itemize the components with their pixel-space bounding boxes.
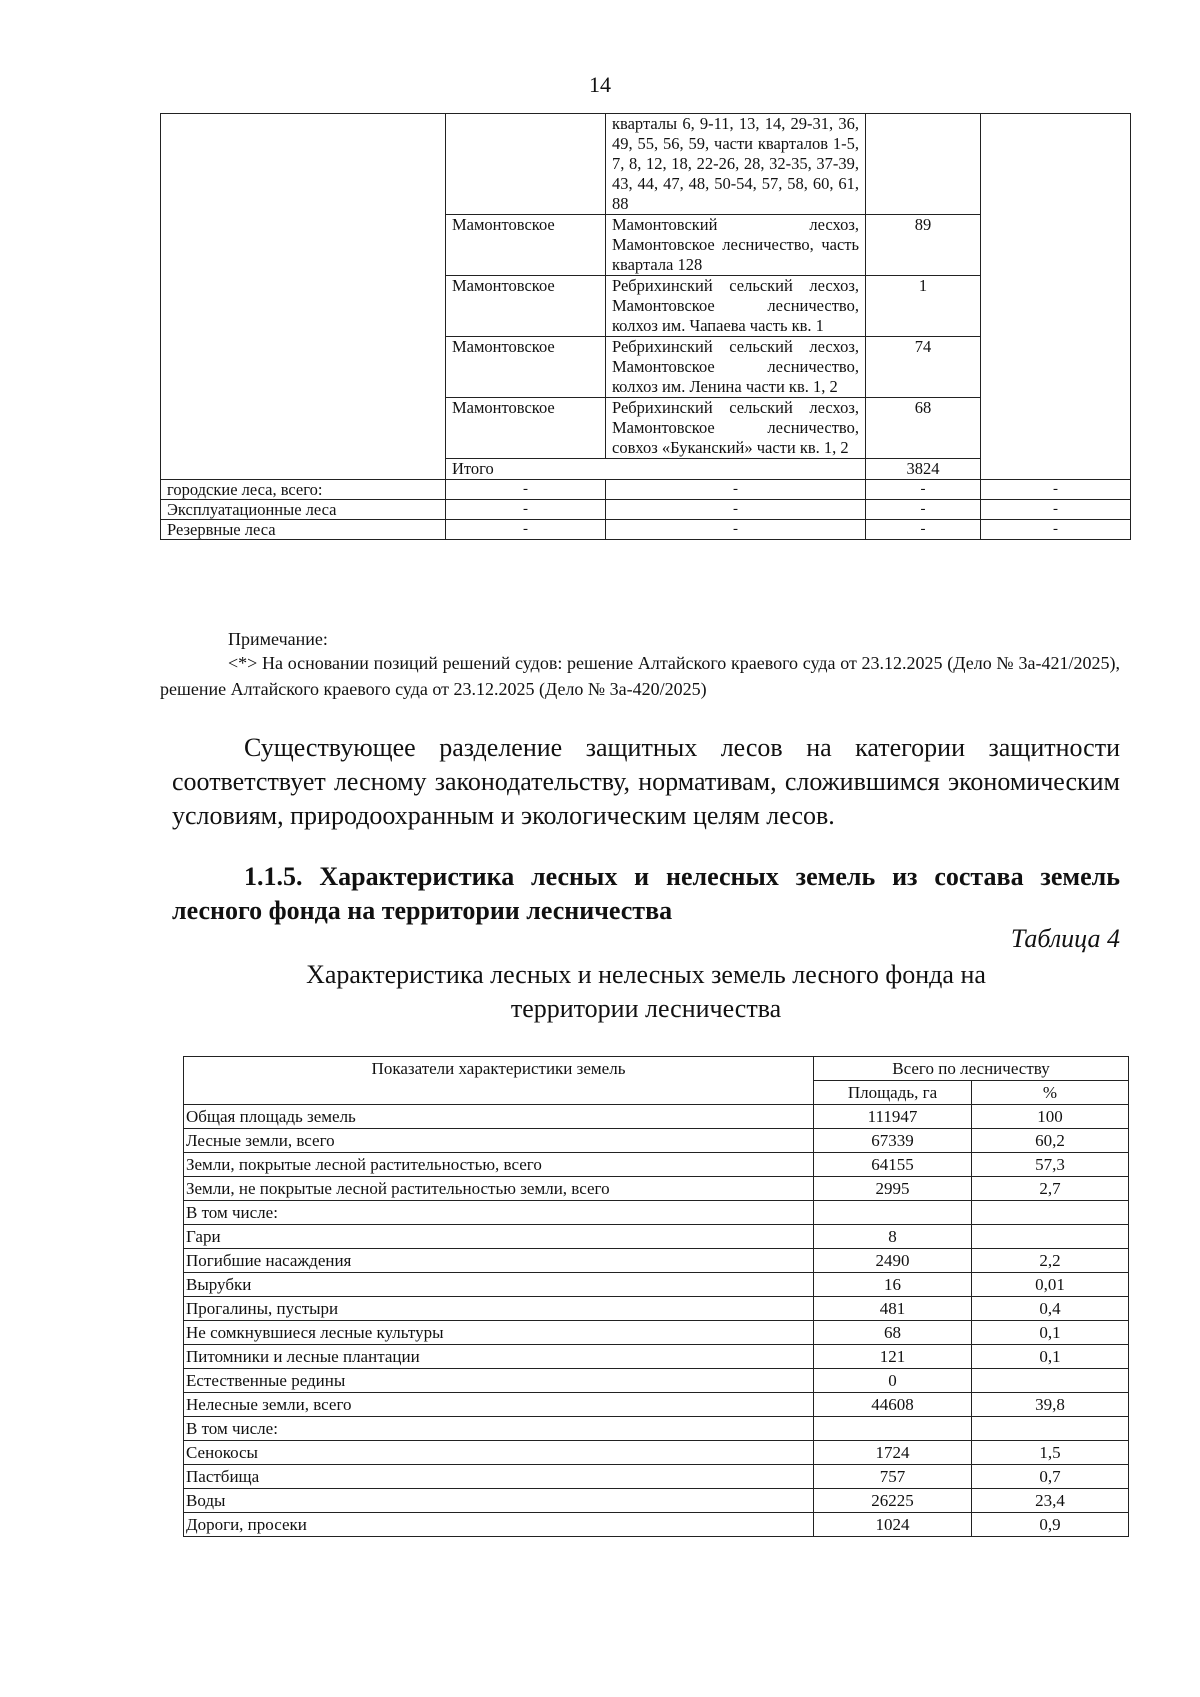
indicator-cell: Погибшие насаждения: [184, 1249, 814, 1273]
district-cell: Мамонтовское: [446, 215, 606, 276]
percent-cell: [972, 1417, 1129, 1441]
table-row: [184, 1513, 1129, 1537]
table-row: [184, 1249, 1129, 1273]
percent-cell: [972, 1225, 1129, 1249]
area-cell: 2490: [814, 1249, 972, 1273]
area-cell: 1: [866, 276, 981, 337]
table-cell: -: [446, 480, 606, 500]
table-cell: -: [866, 500, 981, 520]
total-label: Итого: [446, 459, 866, 480]
table-cell: -: [446, 500, 606, 520]
section-heading: 1.1.5. Характеристика лесных и нелесных земель из состава земель лесного фонда на территории лесничества: [172, 862, 1120, 925]
table-row: [184, 1153, 1129, 1177]
district-cell: Мамонтовское: [446, 398, 606, 459]
table-row: [184, 1273, 1129, 1297]
table-row: [184, 1393, 1129, 1417]
indicator-cell: Земли, не покрытые лесной растительностью земли, всего: [184, 1177, 814, 1201]
land-characteristics-table: [183, 1056, 1129, 1537]
table-row: [184, 1417, 1129, 1441]
area-cell: 16: [814, 1273, 972, 1297]
area-cell: [814, 1417, 972, 1441]
table-title: [172, 958, 1120, 1026]
indicator-cell: Естественные редины: [184, 1369, 814, 1393]
area-cell: 2995: [814, 1177, 972, 1201]
table-cell: -: [981, 520, 1131, 540]
percent-cell: 0,7: [972, 1465, 1129, 1489]
table-row: [184, 1345, 1129, 1369]
category-name: Резервные леса: [161, 520, 446, 540]
area-cell: [866, 114, 981, 215]
table-row: [184, 1129, 1129, 1153]
note-title: Примечание:: [228, 629, 328, 649]
table-row: [184, 1369, 1129, 1393]
percent-cell: [972, 1201, 1129, 1225]
indicator-cell: Земли, покрытые лесной растительностью, всего: [184, 1153, 814, 1177]
table-row: [161, 520, 1131, 540]
indicator-cell: Не сомкнувшиеся лесные культуры: [184, 1321, 814, 1345]
district-cell: Мамонтовское: [446, 337, 606, 398]
note-text: <*> На основании позиций решений судов: решение Алтайского краевого суда от 23.12.2025 (Дело № 3а-421/2025), решение Алтайского краевого суда от 23.12.2025 (Дело № 3а-420/2025): [160, 653, 1120, 699]
area-cell: 111947: [814, 1105, 972, 1129]
indicator-cell: В том числе:: [184, 1201, 814, 1225]
percent-cell: 2,7: [972, 1177, 1129, 1201]
percent-cell: [972, 1369, 1129, 1393]
area-cell: 0: [814, 1369, 972, 1393]
district-cell: [446, 114, 606, 215]
table-cell: [981, 114, 1131, 480]
area-cell: 89: [866, 215, 981, 276]
table-row: [161, 500, 1131, 520]
column-header-group: Всего по лесничеству: [814, 1057, 1129, 1081]
table-title-line: Характеристика лесных и нелесных земель лесного фонда на: [306, 960, 986, 989]
location-cell: Ребрихинский сельский лесхоз, Мамонтовское лесничество, совхоз «Буканский» части кв. 1, 2: [606, 398, 866, 459]
table-row: [184, 1297, 1129, 1321]
area-cell: 121: [814, 1345, 972, 1369]
page-number: 14: [589, 72, 611, 97]
category-name: городские леса, всего:: [161, 480, 446, 500]
area-cell: 68: [814, 1321, 972, 1345]
district-cell: Мамонтовское: [446, 276, 606, 337]
indicator-cell: Общая площадь земель: [184, 1105, 814, 1129]
indicator-cell: Воды: [184, 1489, 814, 1513]
table-cell: -: [981, 480, 1131, 500]
area-cell: 1024: [814, 1513, 972, 1537]
area-cell: 67339: [814, 1129, 972, 1153]
indicator-cell: Гари: [184, 1225, 814, 1249]
table-row: [184, 1201, 1129, 1225]
area-cell: 64155: [814, 1153, 972, 1177]
body-paragraph: Существующее разделение защитных лесов на категории защитности соответствует лесному законодательству, нормативам, сложившимся экономическим условиям, природоохранным и экологическим целям лесов.: [172, 733, 1120, 830]
table-row: [161, 114, 1131, 215]
percent-cell: 60,2: [972, 1129, 1129, 1153]
table-header-row: [184, 1057, 1129, 1081]
percent-cell: 0,1: [972, 1345, 1129, 1369]
table-row: [161, 480, 1131, 500]
indicator-cell: В том числе:: [184, 1417, 814, 1441]
percent-cell: 39,8: [972, 1393, 1129, 1417]
area-cell: 481: [814, 1297, 972, 1321]
location-cell: кварталы 6, 9-11, 13, 14, 29-31, 36, 49, 55, 56, 59, части кварталов 1-5, 7, 8, 12, 18, 22-26, 28, 32-35, 37-39, 43, 44, 47, 48, 50-54, 57, 58, 60, 61, 88: [606, 114, 866, 215]
table-cell: -: [606, 500, 866, 520]
table-cell: -: [446, 520, 606, 540]
table-cell: -: [606, 520, 866, 540]
total-value: 3824: [866, 459, 981, 480]
location-cell: Ребрихинский сельский лесхоз, Мамонтовское лесничество, колхоз им. Ленина части кв. 1, 2: [606, 337, 866, 398]
percent-cell: 57,3: [972, 1153, 1129, 1177]
percent-cell: 0,9: [972, 1513, 1129, 1537]
column-header-percent: %: [972, 1081, 1129, 1105]
table-cell: -: [606, 480, 866, 500]
protective-forests-table-continuation: [160, 113, 1131, 540]
percent-cell: 0,1: [972, 1321, 1129, 1345]
indicator-cell: Нелесные земли, всего: [184, 1393, 814, 1417]
indicator-cell: Вырубки: [184, 1273, 814, 1297]
percent-cell: 1,5: [972, 1441, 1129, 1465]
table-cell: -: [866, 480, 981, 500]
table-cell: [161, 114, 446, 480]
category-name: Эксплуатационные леса: [161, 500, 446, 520]
area-cell: 757: [814, 1465, 972, 1489]
percent-cell: 0,4: [972, 1297, 1129, 1321]
table-title-line: территории лесничества: [510, 994, 782, 1023]
area-cell: 74: [866, 337, 981, 398]
percent-cell: 100: [972, 1105, 1129, 1129]
table-row: [184, 1177, 1129, 1201]
indicator-cell: Пастбища: [184, 1465, 814, 1489]
percent-cell: 2,2: [972, 1249, 1129, 1273]
table-row: [184, 1489, 1129, 1513]
indicator-cell: Сенокосы: [184, 1441, 814, 1465]
area-cell: [814, 1201, 972, 1225]
table-label: Таблица 4: [1010, 924, 1120, 953]
table-row: [184, 1321, 1129, 1345]
area-cell: 44608: [814, 1393, 972, 1417]
column-header-indicator: Показатели характеристики земель: [184, 1057, 814, 1105]
area-cell: 26225: [814, 1489, 972, 1513]
location-cell: Мамонтовский лесхоз, Мамонтовское лесничество, часть квартала 128: [606, 215, 866, 276]
table-row: [184, 1105, 1129, 1129]
indicator-cell: Дороги, просеки: [184, 1513, 814, 1537]
indicator-cell: Лесные земли, всего: [184, 1129, 814, 1153]
table-cell: -: [981, 500, 1131, 520]
table-cell: -: [866, 520, 981, 540]
column-header-area: Площадь, га: [814, 1081, 972, 1105]
table-row: [184, 1465, 1129, 1489]
table-row: [184, 1225, 1129, 1249]
percent-cell: 0,01: [972, 1273, 1129, 1297]
percent-cell: 23,4: [972, 1489, 1129, 1513]
location-cell: Ребрихинский сельский лесхоз, Мамонтовское лесничество, колхоз им. Чапаева часть кв. 1: [606, 276, 866, 337]
area-cell: 8: [814, 1225, 972, 1249]
area-cell: 68: [866, 398, 981, 459]
table-row: [184, 1441, 1129, 1465]
indicator-cell: Питомники и лесные плантации: [184, 1345, 814, 1369]
indicator-cell: Прогалины, пустыри: [184, 1297, 814, 1321]
area-cell: 1724: [814, 1441, 972, 1465]
